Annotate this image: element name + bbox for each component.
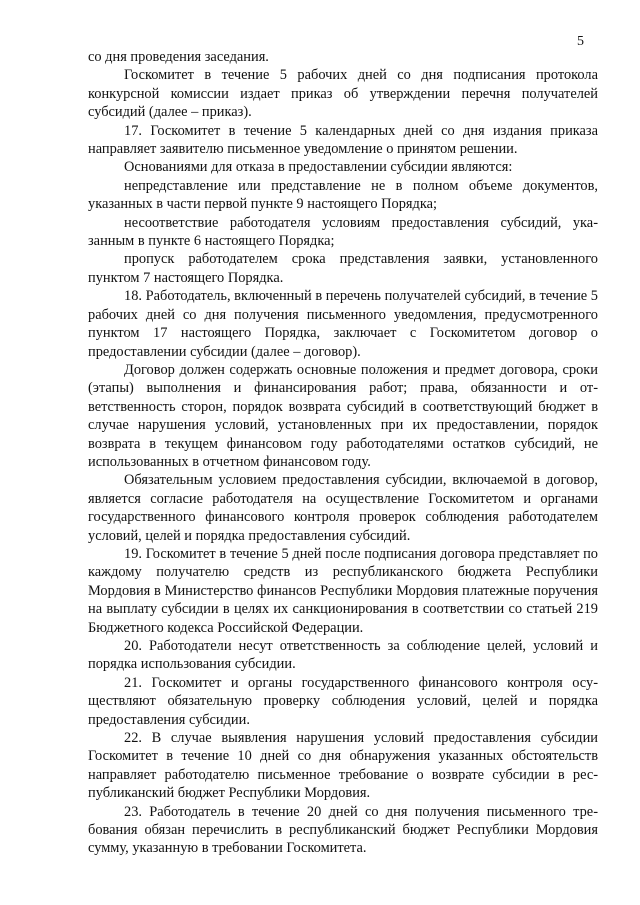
paragraph-22: 22. В случае выявления нарушения условий предоставления субсидии Госкомитет в течение 10 дней со дня обнаружения указанных обстоятельств направляет работодателю письменное требование о возврате субсидии в республиканский бюджет Республики Мордовия. — [88, 730, 598, 802]
page-number: 5 — [577, 34, 584, 49]
paragraph-23: 23. Работодатель в течение 20 дней со дня получения письменного требования обязан перечислить в республиканский бюджет Республики Мордовия сумму, указанную в требовании Госкомитета. — [88, 803, 598, 857]
paragraph-21: 21. Госкомитет и органы государственного финансового контроля осуществляют обязательную проверку соблюдения условий, целей и порядка предоставления субсидии. — [88, 674, 598, 728]
paragraph-refusal-grounds: Основаниями для отказа в предоставлении субсидии являются: — [124, 159, 513, 176]
paragraph-19: 19. Госкомитет в течение 5 дней после подписания договора представляет по каждому получателю средств из республиканского бюджета Республики Мордовия в Министерство финансов Республики Мордовия платежные поручения на выплату субсидии в целях их санкционирования в соответствии со статьей 219 Бюджетного кодекса Российской Федерации. — [88, 545, 598, 636]
paragraph-refusal-item-3: пропуск работодателем срока представления заявки, установленного пунктом 7 настоящего Порядка. — [88, 251, 598, 286]
paragraph-refusal-item-2: несоответствие работодателя условиям предоставления субсидий, указанным в пункте 6 настоящего Порядка; — [88, 214, 598, 250]
paragraph-order-issuance: Госкомитет в течение 5 рабочих дней со дня подписания протокола конкурсной комиссии издает приказ об утверждении перечня получателей субсидий (далее – приказ). — [88, 67, 598, 121]
paragraph-continuation: со дня проведения заседания. — [88, 49, 269, 65]
paragraph-18: 18. Работодатель, включенный в перечень получателей субсидий, в течение 5 рабочих дней со дня получения письменного уведомления, предусмотренного пунктом 17 настоящего Порядка, заключает с Госкомитетом договор о предоставлении субсидии (далее – договор). — [88, 288, 598, 360]
document-body — [88, 48, 598, 858]
paragraph-refusal-item-1: непредставление или представление не в полном объеме документов, указанных в части первой пункте 9 настоящего Порядка; — [88, 177, 598, 213]
paragraph-mandatory-condition: Обязательным условием предоставления субсидии, включаемой в договор, является согласие работодателя на осуществление Госкомитетом и органами государственного финансового контроля проверок соблюдения работодателем условий, целей и порядка предоставления субсидий. — [88, 472, 598, 544]
paragraph-17: 17. Госкомитет в течение 5 календарных дней со дня издания приказа направляет заявителю письменное уведомление о принятом решении. — [88, 122, 598, 158]
paragraph-20: 20. Работодатели несут ответственность за соблюдение целей, условий и порядка использования субсидии. — [88, 638, 598, 673]
paragraph-contract-content: Договор должен содержать основные положения и предмет договора, сроки (этапы) выполнения и финансирования работ; права, обязанности и ответственность сторон, порядок возврата субсидий в соответствующий бюджет в случае нарушения условий, установленных при их предоставлении, порядок возврата в текущем финансовом году работодателями остатков субсидий, не использованных в отчетном финансовом году. — [88, 361, 598, 470]
